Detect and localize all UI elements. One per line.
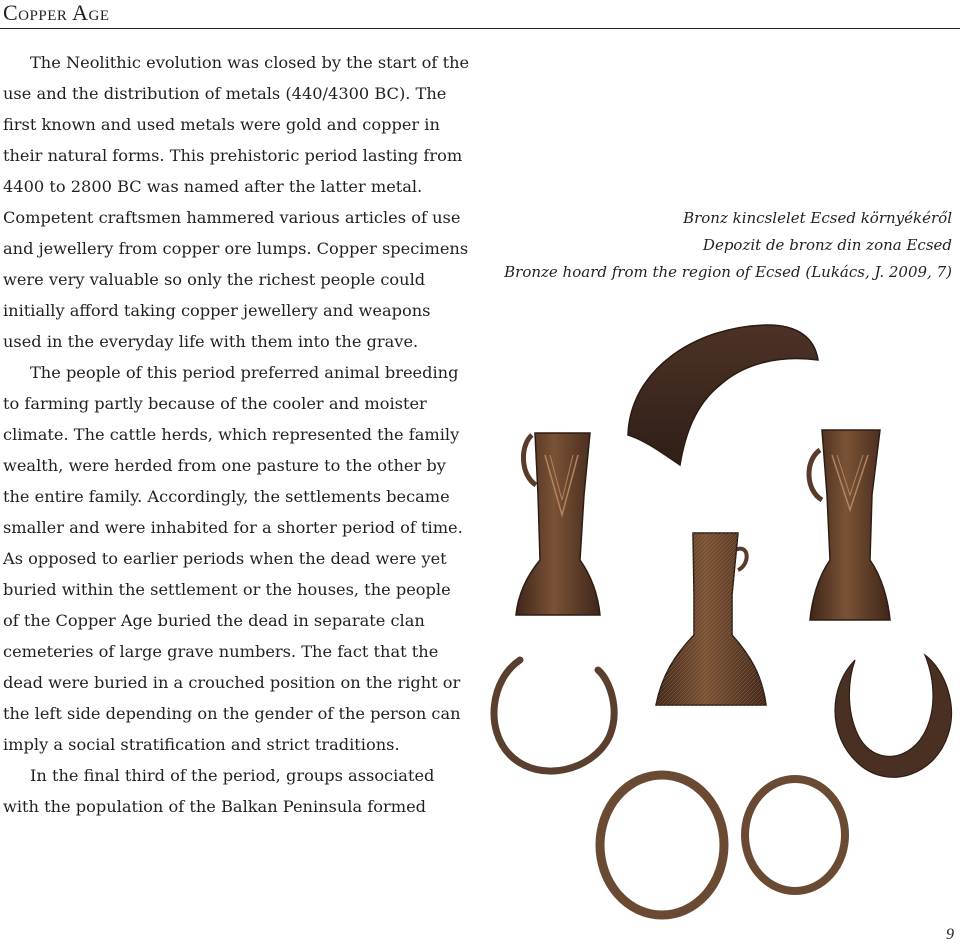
page-number: 9 (946, 926, 954, 943)
open-bracelet-left (494, 660, 614, 771)
body-text-column (3, 47, 471, 822)
caption-line-hungarian: Bronz kincslelet Ecsed környékéről (683, 209, 952, 227)
caption-line-english: Bronze hoard from the region of Ecsed (Lukács, J. 2009, 7) (504, 263, 952, 281)
header-rule (0, 28, 960, 29)
socketed-axe-left (516, 433, 600, 615)
crescent-ring-right (835, 655, 951, 777)
body-paragraph-1: The Neolithic evolution was closed by the start of the use and the distribution of metals (440/4300 BC). The first known and used metals were gold and copper in their natural forms. This prehistoric period lasting from 4400 to 2800 BC was named after the latter metal. Competent craftsmen hammered various articles of use and jewellery from copper ore lumps. Copper specimens were very valuable so only the richest people could initially afford taking copper jewellery and weapons used in the everyday life with them into the grave. (3, 53, 470, 351)
body-paragraph-2: The people of this period preferred animal breeding to farming partly because of the cooler and moister climate. The cattle herds, which represented the family wealth, were herded from one pasture to the other by the entire family. Accordingly, the settlements became smaller and were inhabited for a shorter period of time. As opposed to earlier periods when the dead were yet buried within the settlement or the houses, the people of the Copper Age buried the dead in separate clan cemeteries of large grave numbers. The fact that the dead were buried in a crouched position on the right or the left side depending on the gender of the person can imply a social stratification and strict traditions. (3, 363, 463, 754)
caption-line-romanian: Depozit de bronz din zona Ecsed (702, 236, 952, 254)
closed-ring-right (745, 779, 845, 891)
socketed-axe-center (656, 533, 766, 705)
sickle-fragment (628, 325, 818, 465)
body-paragraph-3: In the final third of the period, groups associated with the population of the Balkan Peninsula formed (3, 766, 435, 816)
socketed-axe-right (809, 430, 890, 620)
section-title: Copper Age (3, 0, 110, 25)
figure-caption (482, 205, 952, 286)
closed-ring-left (600, 775, 724, 915)
bronze-hoard-photo (480, 315, 960, 930)
